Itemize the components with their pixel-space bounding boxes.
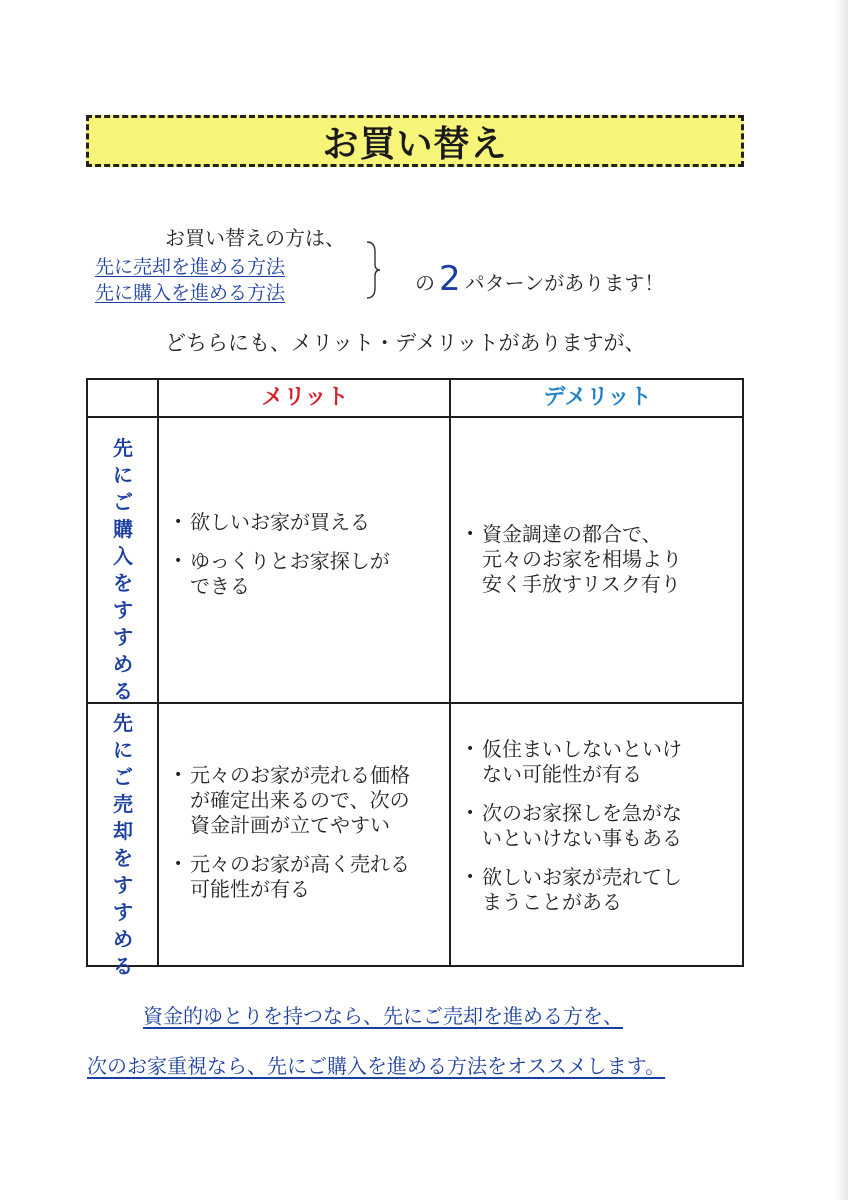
merit-cell-buy-first xyxy=(168,510,438,613)
intro-text: お買い替えの方は、 xyxy=(165,226,345,250)
merit-header: メリット xyxy=(261,385,349,410)
row-label-char: 売 xyxy=(113,792,133,816)
recommendation-line: 次のお家重視なら、先にご購入を進める方法をオススメします。 xyxy=(87,1054,666,1078)
table-divider xyxy=(449,380,451,965)
row-label-char: 購 xyxy=(113,517,133,541)
row-label-char: 先 xyxy=(113,436,133,460)
row-label-char: を xyxy=(113,571,133,595)
row-label-char: す xyxy=(113,873,133,897)
patterns-suffix: パターンがあります！ xyxy=(464,271,665,295)
list-item: • 元々のお家が売れる価格 が確定出来るので、次の 資金計画が立てやすい xyxy=(168,763,443,838)
row-label-buy-first xyxy=(96,435,150,705)
row-label-char: に xyxy=(113,738,133,762)
row-label-char: に xyxy=(113,463,133,487)
patterns-text xyxy=(415,259,665,299)
list-item: • 元々のお家が高く売れる 可能性が有る xyxy=(168,852,443,902)
brace-icon xyxy=(365,240,381,300)
row-label-char: す xyxy=(113,598,133,622)
row-label-char: す xyxy=(113,625,133,649)
table-divider xyxy=(88,416,742,418)
row-label-char: す xyxy=(113,900,133,924)
comparison-table xyxy=(86,378,744,978)
list-item: • 仮住まいしないといけ ない可能性が有る xyxy=(460,737,735,787)
list-item: • 欲しいお家が売れてし まうことがある xyxy=(460,865,735,915)
demerit-cell-sell-first xyxy=(460,737,735,929)
row-label-char: る xyxy=(113,954,133,978)
page-edge xyxy=(834,0,848,1200)
list-item: • 資金調達の都合で、 元々のお家を相場より 安く手放すリスク有り xyxy=(460,522,735,597)
patterns-prefix: の xyxy=(415,271,435,295)
recommendation-line: 資金的ゆとりを持つなら、先にご売却を進める方を、 xyxy=(143,1004,623,1028)
list-item: • ゆっくりとお家探しが できる xyxy=(168,549,438,599)
row-label-char: め xyxy=(113,652,133,676)
demerit-cell-buy-first xyxy=(460,522,735,611)
row-label-char: 却 xyxy=(113,819,133,843)
list-item: • 欲しいお家が買える xyxy=(168,510,438,535)
row-label-char: ご xyxy=(113,765,133,789)
merit-cell-sell-first xyxy=(168,763,443,916)
row-label-char: 入 xyxy=(113,544,133,568)
sell-first-link[interactable]: 先に売却を進める方法 xyxy=(95,256,286,278)
patterns-number: 2 xyxy=(439,259,461,299)
list-item: • 次のお家探しを急がな いといけない事もある xyxy=(460,801,735,851)
table-divider xyxy=(88,702,742,704)
row-label-char: 先 xyxy=(113,711,133,735)
row-label-char: ご xyxy=(113,490,133,514)
row-label-char: る xyxy=(113,679,133,703)
demerit-header: デメリット xyxy=(543,385,652,410)
row-label-char: め xyxy=(113,927,133,951)
buy-first-link[interactable]: 先に購入を進める方法 xyxy=(95,282,286,304)
title-banner xyxy=(86,115,744,167)
table-divider xyxy=(157,380,159,965)
row-label-char: を xyxy=(113,846,133,870)
row-label-sell-first xyxy=(96,710,150,980)
subline-text: どちらにも、メリット・デメリットがありますが、 xyxy=(165,331,646,355)
page-title: お買い替え xyxy=(322,123,508,165)
